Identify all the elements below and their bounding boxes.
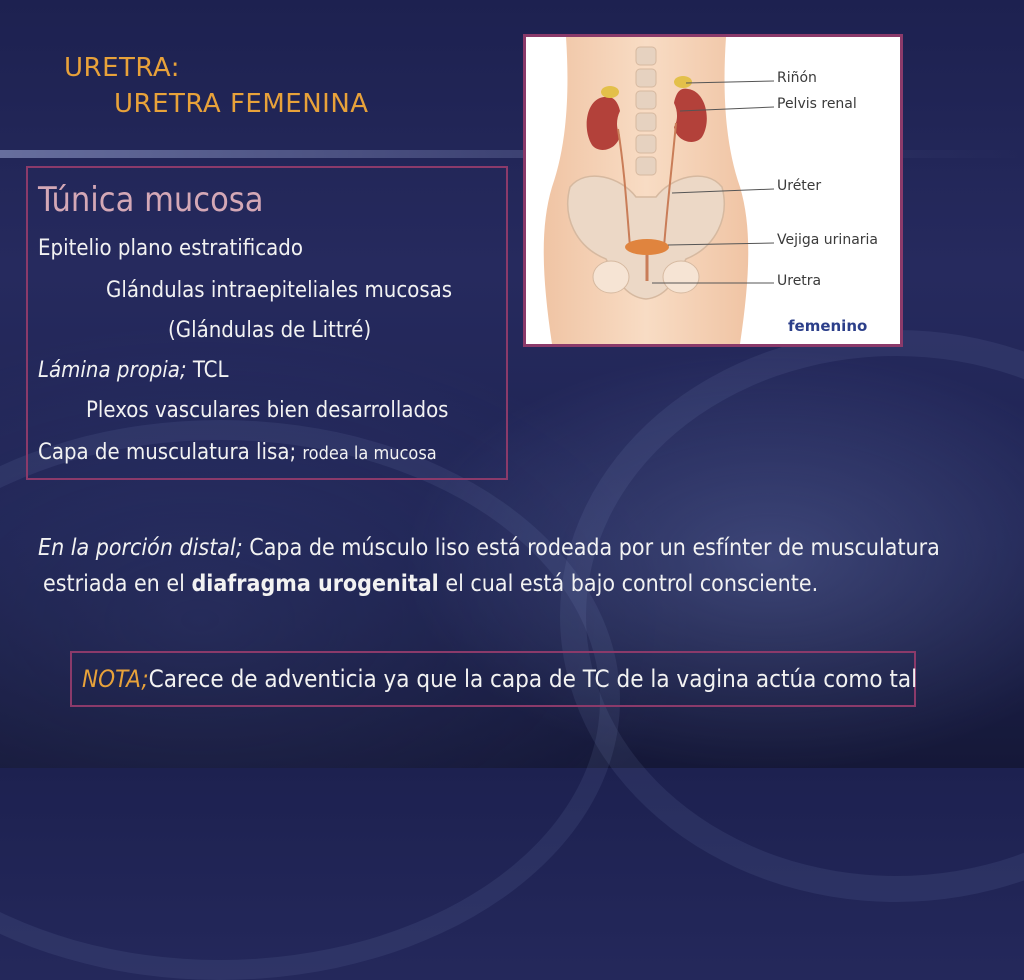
label-uretra: Uretra [777, 273, 822, 289]
distal-text-2-bold: diafragma urogenital [191, 571, 439, 597]
littre-line: (Glándulas de Littré) [168, 318, 372, 343]
title-line-2: URETRA FEMENINA [114, 89, 369, 119]
lamina-propia-line [38, 358, 229, 384]
lamina-value: TCL [192, 358, 229, 383]
female-urinary-diagram [526, 37, 900, 344]
distal-paragraph [38, 530, 1008, 602]
tunica-mucosa-box [26, 166, 508, 480]
label-rinon: Riñón [777, 70, 817, 86]
epitelio-line: Epitelio plano estratificado [38, 236, 303, 261]
background-sweep [560, 330, 1024, 902]
label-pelvis-renal: Pelvis renal [777, 96, 857, 112]
figure-caption: femenino [788, 317, 868, 335]
bladder [625, 239, 669, 255]
capa-musculatura-line [38, 440, 437, 467]
distal-text-2-pre: estriada en el [43, 571, 185, 597]
distal-text-1: Capa de músculo liso está rodeada por un esfínter de musculatura [249, 535, 940, 561]
capa-note: rodea la mucosa [302, 443, 437, 464]
slide-title [64, 50, 369, 122]
label-ureter: Uréter [777, 178, 822, 194]
capa-label: Capa de musculatura lisa; [38, 440, 297, 465]
plexos-line: Plexos vasculares bien desarrollados [86, 398, 449, 423]
right-adrenal [674, 76, 692, 88]
glandulas-line: Glándulas intraepiteliales mucosas [106, 278, 453, 303]
distal-text-2-post: el cual está bajo control consciente. [445, 571, 819, 597]
lamina-label: Lámina propia; [38, 358, 187, 383]
nota-text: Carece de adventicia ya que la capa de TC de la vagina actúa como tal [148, 665, 918, 693]
urinary-system-figure [523, 34, 903, 347]
label-vejiga-urinaria: Vejiga urinaria [777, 232, 878, 248]
nota-label: NOTA; [82, 665, 149, 693]
distal-label: En la porción distal; [38, 535, 243, 561]
distal-line-2 [38, 566, 1008, 602]
nota-box [70, 651, 916, 707]
left-adrenal [601, 86, 619, 98]
title-line-1: URETRA: [64, 53, 181, 83]
mucosa-heading: Túnica mucosa [38, 180, 264, 220]
